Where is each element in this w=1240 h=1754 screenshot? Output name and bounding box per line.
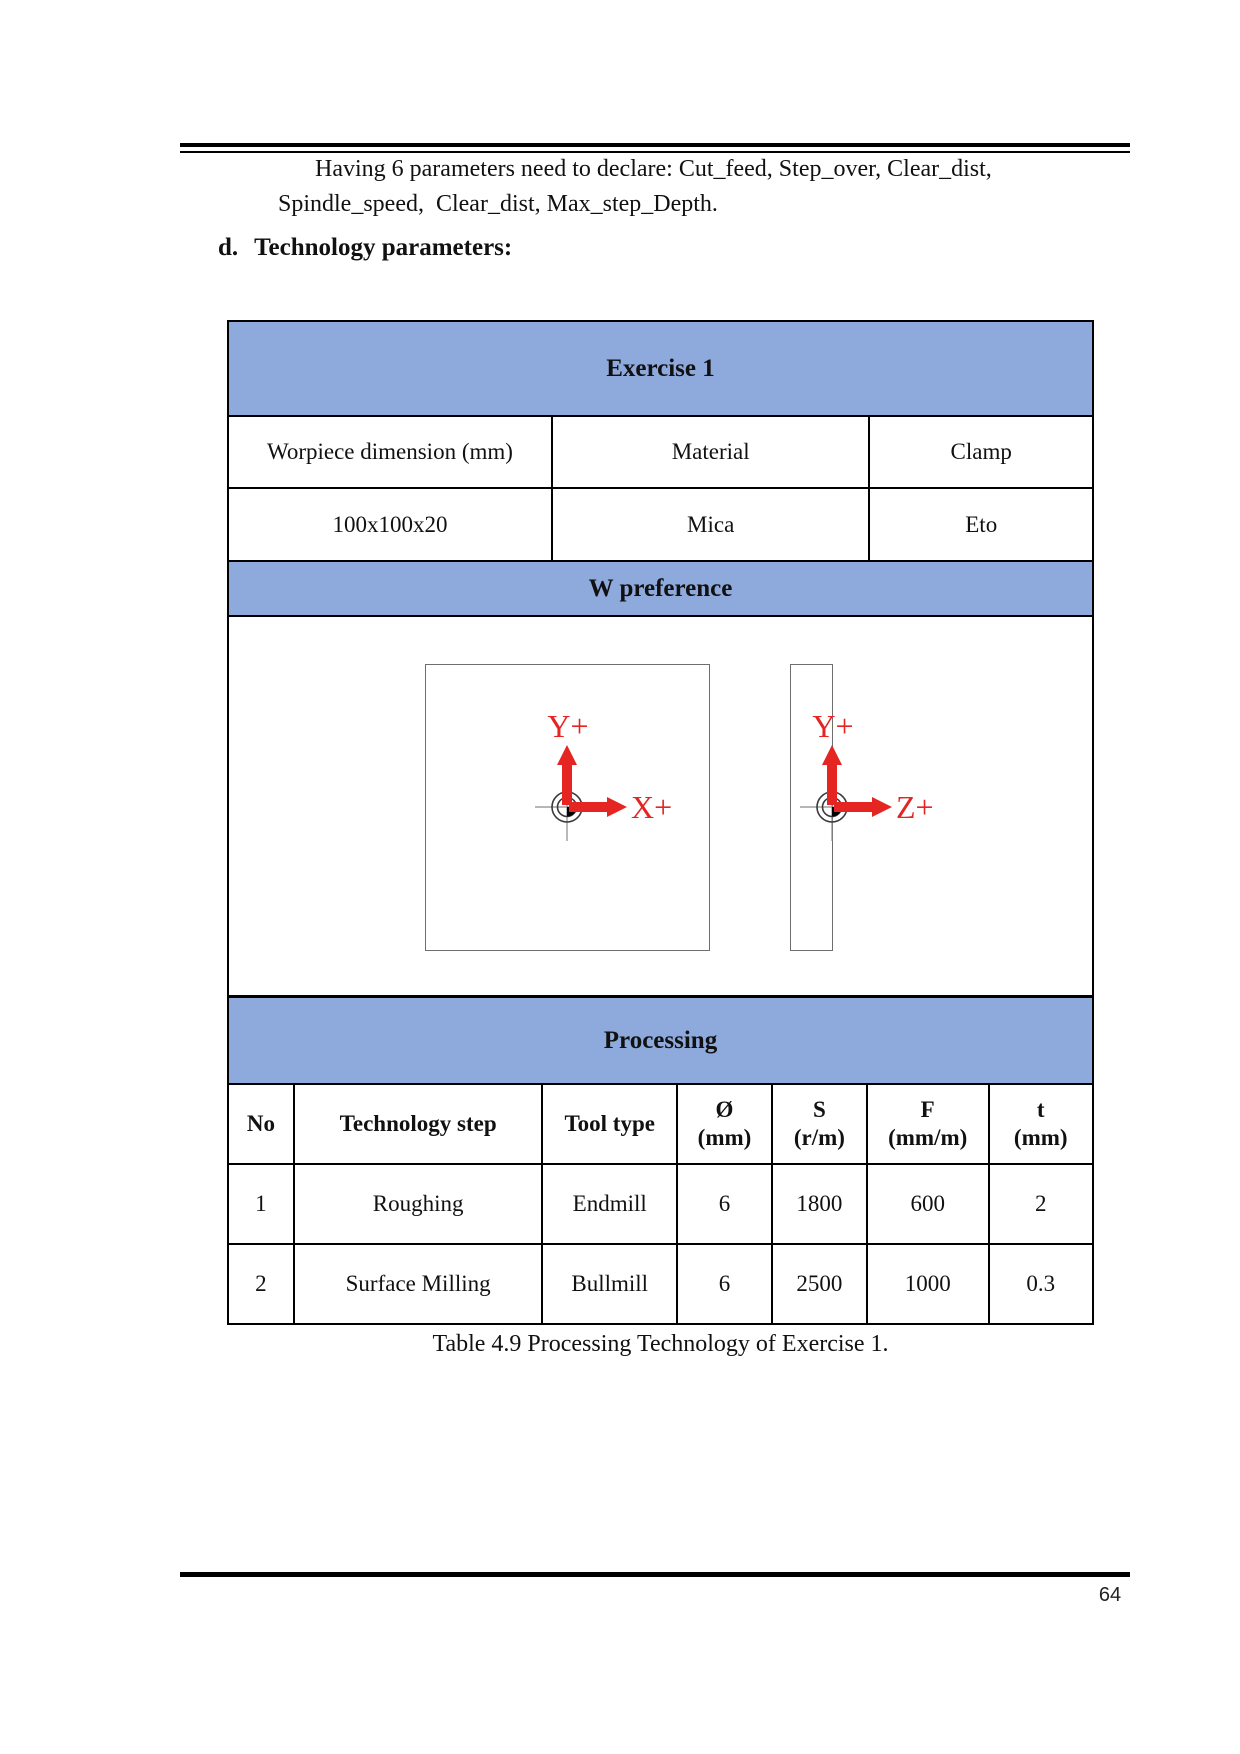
w-preference-title: W preference [588, 574, 733, 602]
processing-header-row [229, 1083, 1092, 1163]
col-header-line: (mm/m) [888, 1125, 968, 1150]
section-heading [218, 234, 512, 262]
coordinate-axes-overlay [229, 617, 1092, 995]
processing-row-2 [229, 1243, 1092, 1323]
cell-no: 2 [255, 1271, 267, 1296]
workpiece-dimension-value: 100x100x20 [332, 511, 448, 537]
col-header-line: (mm) [697, 1125, 752, 1150]
front-origin-marker [535, 792, 582, 841]
col-header-line: t [1036, 1097, 1045, 1122]
info-header-row [229, 415, 1092, 487]
cell-spindle-speed: 1800 [771, 1165, 866, 1243]
material-value: Mica [551, 489, 869, 560]
col-header-line: (r/m) [793, 1125, 845, 1150]
paragraph-line-1: Having 6 parameters need to declare: Cut_feed, Step_over, Clear_dist, [315, 156, 992, 182]
col-header-diameter [676, 1085, 771, 1163]
exercise-title-band [229, 322, 1092, 415]
col-header-line: S [813, 1097, 826, 1122]
cell-feed: 600 [866, 1165, 988, 1243]
col-header-technology-step [293, 1085, 542, 1163]
col-header-line: Technology step [339, 1111, 497, 1136]
col-header-depth [988, 1085, 1092, 1163]
processing-row-1 [229, 1163, 1092, 1243]
footer-rule [180, 1572, 1130, 1577]
exercise-table [227, 320, 1094, 1325]
side-origin-marker [800, 792, 847, 841]
side-y-axis-arrow [822, 745, 842, 805]
front-y-axis-label: Y+ [547, 708, 589, 744]
exercise-title: Exercise 1 [606, 354, 715, 382]
cell-tool-type: Endmill [541, 1165, 676, 1243]
cell-depth: 0.3 [988, 1245, 1092, 1323]
col-header-line: Ø [715, 1097, 734, 1122]
info-value-row [229, 487, 1092, 560]
cell-technology-step: Surface Milling [293, 1245, 542, 1323]
heading-marker: d. [218, 234, 239, 261]
workpiece-dimension-header: Worpiece dimension (mm) [266, 439, 513, 464]
cell-technology-step: Roughing [293, 1165, 542, 1243]
col-header-feed [866, 1085, 988, 1163]
heading-text: Technology parameters: [254, 234, 513, 261]
col-header-line: F [920, 1097, 935, 1122]
col-header-line: (mm) [1013, 1125, 1068, 1150]
cell-no: 1 [255, 1191, 267, 1216]
cell-spindle-speed: 2500 [771, 1245, 866, 1323]
front-x-axis-label: X+ [631, 789, 673, 825]
col-header-line: No [246, 1111, 275, 1136]
side-y-axis-label: Y+ [812, 708, 854, 744]
cell-diameter: 6 [676, 1245, 771, 1323]
page-number: 64 [1098, 1584, 1122, 1606]
cell-diameter: 6 [676, 1165, 771, 1243]
clamp-value: Eto [868, 489, 1092, 560]
front-x-axis-arrow [569, 797, 627, 817]
table-caption: Table 4.9 Processing Technology of Exercise 1. [432, 1331, 889, 1357]
side-z-axis-label: Z+ [896, 789, 934, 825]
material-header: Material [551, 417, 869, 487]
col-header-line: Tool type [564, 1111, 655, 1136]
clamp-header: Clamp [868, 417, 1092, 487]
processing-band [229, 995, 1092, 1083]
cell-tool-type: Bullmill [541, 1245, 676, 1323]
cell-feed: 1000 [866, 1245, 988, 1323]
processing-title: Processing [603, 1026, 718, 1054]
cell-depth: 2 [988, 1165, 1092, 1243]
body-paragraph [278, 152, 1018, 222]
paragraph-line-2: Spindle_speed, Clear_dist, Max_step_Depth. [278, 191, 718, 217]
front-y-axis-arrow [557, 745, 577, 805]
col-header-no [229, 1085, 293, 1163]
col-header-spindle-speed [771, 1085, 866, 1163]
col-header-tool-type [541, 1085, 676, 1163]
w-preference-band [229, 560, 1092, 615]
side-z-axis-arrow [834, 797, 892, 817]
workpiece-diagram [229, 615, 1092, 995]
